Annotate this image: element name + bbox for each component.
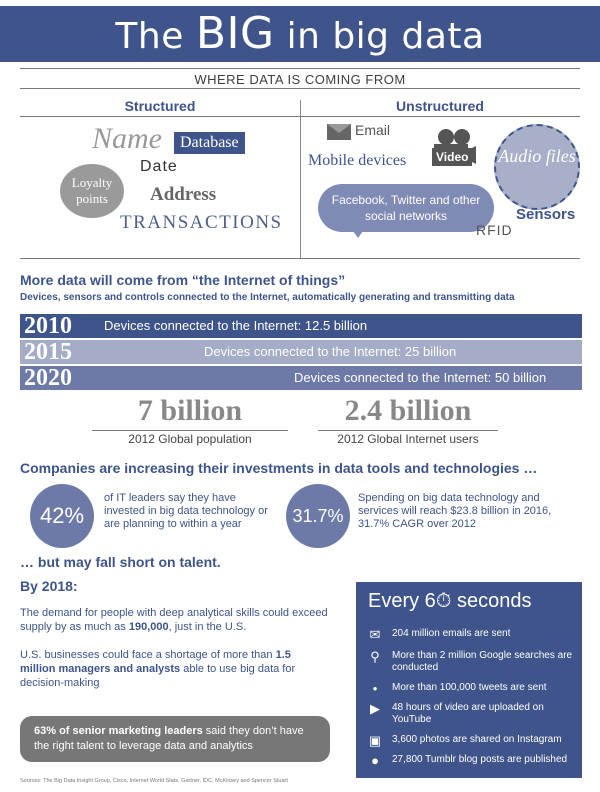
word-sensors: Sensors: [516, 206, 576, 223]
stat-text-31-7: Spending on big data technology and services will reach $23.8 billion in 2016, 31.7% CAGR over 2012: [358, 492, 552, 530]
speech-bubble-icon: ●: [371, 753, 379, 768]
stat-text-42: of IT leaders say they have invested in big data technology or are planning to within a year: [104, 492, 268, 530]
band-text: Devices connected to the Internet: 50 billion: [294, 370, 547, 385]
band-year: 2020: [24, 365, 72, 391]
stat-internet-users-caption: 2012 Global Internet users: [337, 432, 479, 446]
iot-band-2015: [20, 340, 582, 364]
stat-rule: [92, 430, 288, 431]
divider-mid: [20, 258, 580, 259]
marketing-leaders-callout: 63% of senior marketing leaders said they don’t have the right talent to leverage data and analytics: [20, 716, 330, 762]
iot-subtitle: Devices, sensors and controls connected to the Internet, automatically generating and transmitting data: [20, 292, 515, 303]
stat-circle-42: 42%: [30, 484, 94, 548]
every-60-title: Every 6⏱ seconds: [368, 590, 532, 612]
stat-internet-users-value: 2.4 billion: [344, 394, 472, 427]
demand-paragraph: The demand for people with deep analytical skills could exceed supply by as much as 190,000, just in the U.S.: [20, 607, 328, 633]
stat-circle-31-7: 31.7%: [286, 484, 350, 548]
by-2018-heading: By 2018:: [20, 578, 78, 594]
band-text: Devices connected to the Internet: 12.5 billion: [104, 318, 368, 333]
twitter-icon: •: [372, 681, 378, 696]
unstructured-heading: Unstructured: [396, 98, 484, 114]
word-transactions: TRANSACTIONS: [120, 212, 283, 233]
word-email: Email: [355, 122, 391, 138]
band-year: 2015: [24, 339, 72, 365]
stopwatch-icon: ⏱: [435, 590, 452, 612]
band-year: 2010: [24, 313, 72, 339]
word-rfid: RFID: [476, 222, 513, 238]
page-title: The BIG in big data: [0, 6, 600, 62]
word-name: Name: [92, 122, 162, 155]
sources-footnote: Sources: The Big Data Insight Group, Cisco, Internet World Stats, Gartner, IDC, McKinsey and Spencer Stuart: [20, 778, 288, 784]
word-video: Video: [432, 148, 472, 166]
band-text: Devices connected to the Internet: 25 billion: [204, 344, 457, 359]
video-camera-icon: ▶: [370, 701, 380, 716]
instagram-icon: ▣: [368, 733, 382, 748]
structured-heading: Structured: [124, 98, 196, 114]
investments-title: Companies are increasing their investments in data tools and technologies …: [20, 460, 538, 476]
stat-rule: [318, 430, 498, 431]
talent-title: … but may fall short on talent.: [20, 554, 221, 570]
shortage-paragraph: U.S. businesses could face a shortage of more than 1.5 million managers and analysts able to use big data for decision-making: [20, 649, 296, 689]
bubble-tail: [348, 224, 368, 238]
divider-sub: [20, 88, 580, 89]
loyalty-points-badge: Loyalty points: [60, 164, 124, 218]
word-mobile-devices: Mobile devices: [308, 152, 407, 169]
every-60-seconds-panel: Every 6⏱ seconds ✉ 204 million emails are sent ⚲ More than 2 million Google searches are conducted • More than 100,000 tweets are sent ▶ 48 hours of video are uploaded on YouTube ▣ 3,600 photos are shared on Instagram ● 27,800 Tumblr blog posts are published: [356, 582, 582, 778]
divider-top: [20, 68, 580, 69]
word-date: Date: [140, 158, 178, 175]
audio-files-badge: Audio files: [494, 124, 580, 210]
iot-band-2010: [20, 314, 582, 338]
word-database: Database: [174, 132, 245, 154]
iot-title: More data will come from “the Internet of things”: [20, 272, 346, 288]
social-networks-bubble: Facebook, Twitter and other social networks: [318, 184, 494, 232]
stat-population-value: 7 billion: [137, 394, 243, 427]
stat-population-caption: 2012 Global population: [128, 432, 252, 446]
envelope-icon: [327, 124, 351, 140]
section-heading-where-data: WHERE DATA IS COMING FROM: [194, 72, 406, 87]
word-address: Address: [150, 184, 217, 205]
column-divider: [300, 100, 301, 258]
email-icon: ✉: [369, 627, 381, 642]
search-icon: ⚲: [370, 649, 380, 664]
iot-band-2020: [20, 366, 582, 390]
